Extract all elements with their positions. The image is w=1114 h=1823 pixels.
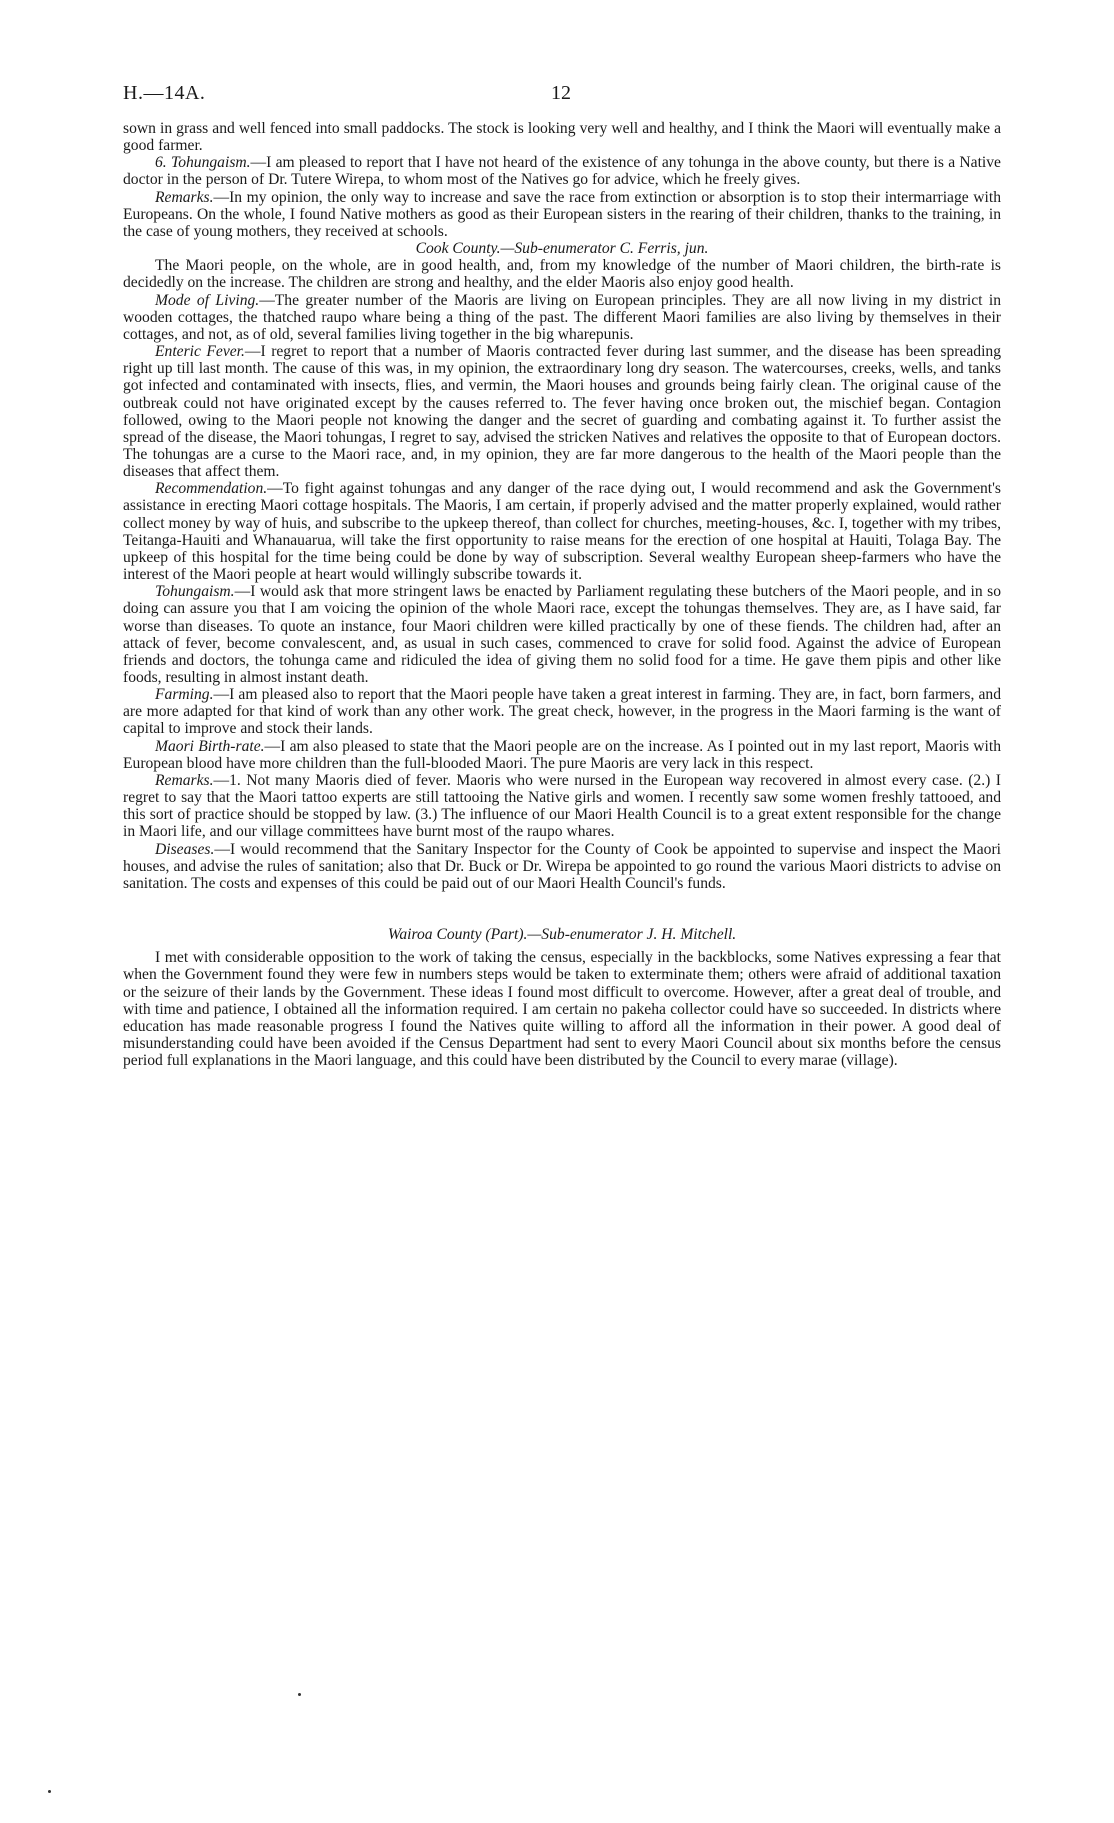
section-heading: Cook County.—Sub-enumerator C. Ferris, jun. — [415, 240, 709, 258]
paragraph: I met with considerable opposition to the work of taking the census, especially in the backblocks, some Natives expressing a fear that when the Government found they were few in numbers steps would be taken to exterminate them; others were afraid of additional taxation or the seizure of their lands by the Government. These ideas I found most difficult to overcome. However, after a great deal of trouble, and with time and patience, I obtained all the information required. I am certain no pakeha collector could have so succeeded. In districts where education has made reasonable progress I found the Natives quite willing to afford all the information in their power. A good deal of misunderstanding could have been avoided if the Census Department had sent to every Maori Council about six months before the census period full explanations in the Maori language, and this could have been distributed by the Council to every marae (village). — [123, 949, 1001, 1070]
paragraph-lead: Tohungaism. — [155, 583, 235, 601]
paragraph-lead: Enteric Fever. — [155, 343, 245, 361]
paragraph: Tohungaism.—I would ask that more stringent laws be enacted by Parliament regulating these butchers of the Maori people, and in so doing can assure you that I am voicing the opinion of the whole Maori race, except the tohungas themselves. They are, as I have said, far worse than diseases. To quote an instance, four Maori children were killed practically by one of these fiends. The children had, after an attack of fever, become convalescent, and, as usual in such cases, commenced to crave for solid food. Against the advice of European friends and doctors, the tohunga came and ridiculed the idea of giving them no solid food for a time. He gave them pipis and other like foods, resulting in almost instant death. — [123, 583, 1001, 686]
paragraph-lead: 6. Tohungaism. — [155, 154, 251, 172]
page-number: 12 — [551, 82, 571, 104]
paragraph: Recommendation.—To fight against tohungas and any danger of the race dying out, I would recommend and ask the Government's assistance in erecting Maori cottage hospitals. The Maoris, I am certain, if properly advised and the matter properly explained, would rather collect money by way of huis, and subscribe to the upkeep thereof, than collect for churches, meeting-houses, &c. I, together with my tribes, Teitanga-Hauiti and Whanauarua, will take the first opportunity to raise means for the erection of one hospital at Hauiti, Tolaga Bay. The upkeep of this hospital for the time being could be done by way of subscription. Several wealthy European sheep-farmers who have the interest of the Maori people at heart would willingly subscribe towards it. — [123, 480, 1001, 584]
page-header — [123, 82, 1001, 112]
document-reference: H.—14A. — [123, 82, 206, 104]
paragraph-lead: Farming. — [155, 686, 214, 704]
paragraph-lead: Remarks. — [155, 771, 214, 789]
paragraph: Farming.—I am pleased also to report that the Maori people have taken a great interest in farming. They are, in fact, born farmers, and are more adapted for that kind of work than any other work. The great check, however, in the progress in the Maori farming is the want of capital to improve and stock their lands. — [123, 686, 1001, 738]
paragraph: 6. Tohungaism.—I am pleased to report that I have not heard of the existence of any tohunga in the above county, but there is a Native doctor in the person of Dr. Tutere Wirepa, to whom most of the Natives go for advice, which he freely gives. — [123, 154, 1001, 189]
paragraph-lead: Maori Birth-rate. — [155, 737, 265, 755]
paragraph: sown in grass and well fenced into small paddocks. The stock is looking very well and healthy, and I think the Maori will eventually make a good farmer. — [123, 120, 1001, 155]
document-page — [123, 82, 1001, 1069]
scan-speck — [298, 1693, 301, 1696]
section-heading: Wairoa County (Part).—Sub-enumerator J. H. Mitchell. — [387, 926, 737, 944]
paragraph-lead: Recommendation. — [155, 480, 268, 498]
paragraph: Remarks.—In my opinion, the only way to increase and save the race from extinction or absorption is to stop their intermarriage with Europeans. On the whole, I found Native mothers as good as their European sisters in the rearing of their children, thanks to the training, in the case of young mothers, they received at schools. — [123, 188, 1001, 240]
paragraph-lead: Diseases. — [155, 840, 215, 858]
paragraph: Mode of Living.—The greater number of the Maoris are living on European principles. They are all now living in my district in wooden cottages, the thatched raupo whare being a thing of the past. The different Maori families are also living by themselves in their cottages, and not, as of old, several families living together in the big wharepunis. — [123, 291, 1001, 343]
scan-speck — [48, 1790, 51, 1793]
paragraph-lead: Remarks. — [155, 188, 214, 206]
paragraph: Enteric Fever.—I regret to report that a number of Maoris contracted fever during last summer, and the disease has been spreading right up till last month. The cause of this was, in my opinion, the extraordinary long dry season. The watercourses, creeks, wells, and tanks got infected and contaminated with insects, flies, and vermin, the Maori houses and grounds being fairly clean. The original cause of the outbreak could not have originated except by the causes referred to. The fever having once broken out, the mischief began. Contagion followed, owing to the Maori people not knowing the danger and the secret of guarding and combating against it. To further assist the spread of the disease, the Maori tohungas, I regret to say, advised the stricken Natives and relatives the opposite to that of European doctors. The tohungas are a curse to the Maori race, and, in my opinion, they are far more dangerous to the health of the Maori people than the diseases that affect them. — [123, 343, 1002, 481]
paragraph: Maori Birth-rate.—I am also pleased to state that the Maori people are on the increase. As I pointed out in my last report, Maoris with European blood have more children than the full-blooded Maori. The pure Maoris are very lack in this respect. — [123, 737, 1002, 772]
document-body — [123, 120, 1001, 1069]
paragraph: The Maori people, on the whole, are in good health, and, from my knowledge of the number of Maori children, the birth-rate is decidedly on the increase. The children are strong and healthy, and the elder Maoris also enjoy good health. — [123, 257, 1001, 292]
paragraph-lead: Mode of Living. — [155, 291, 260, 309]
paragraph: Diseases.—I would recommend that the Sanitary Inspector for the County of Cook be appointed to supervise and inspect the Maori houses, and advise the rules of sanitation; also that Dr. Buck or Dr. Wirepa be appointed to go round the various Maori districts to advise on sanitation. The costs and expenses of this could be paid out of our Maori Health Council's funds. — [123, 840, 1001, 892]
paragraph: Remarks.—1. Not many Maoris died of fever. Maoris who were nursed in the European way recovered in almost every case. (2.) I regret to say that the Maori tattoo experts are still tattooing the Native girls and women. I recently saw some women freshly tattooed, and this sort of practice should be stopped by law. (3.) The influence of our Maori Health Council is to a great extent responsible for the change in Maori life, and our village committees have burnt most of the raupo whares. — [123, 771, 1001, 841]
